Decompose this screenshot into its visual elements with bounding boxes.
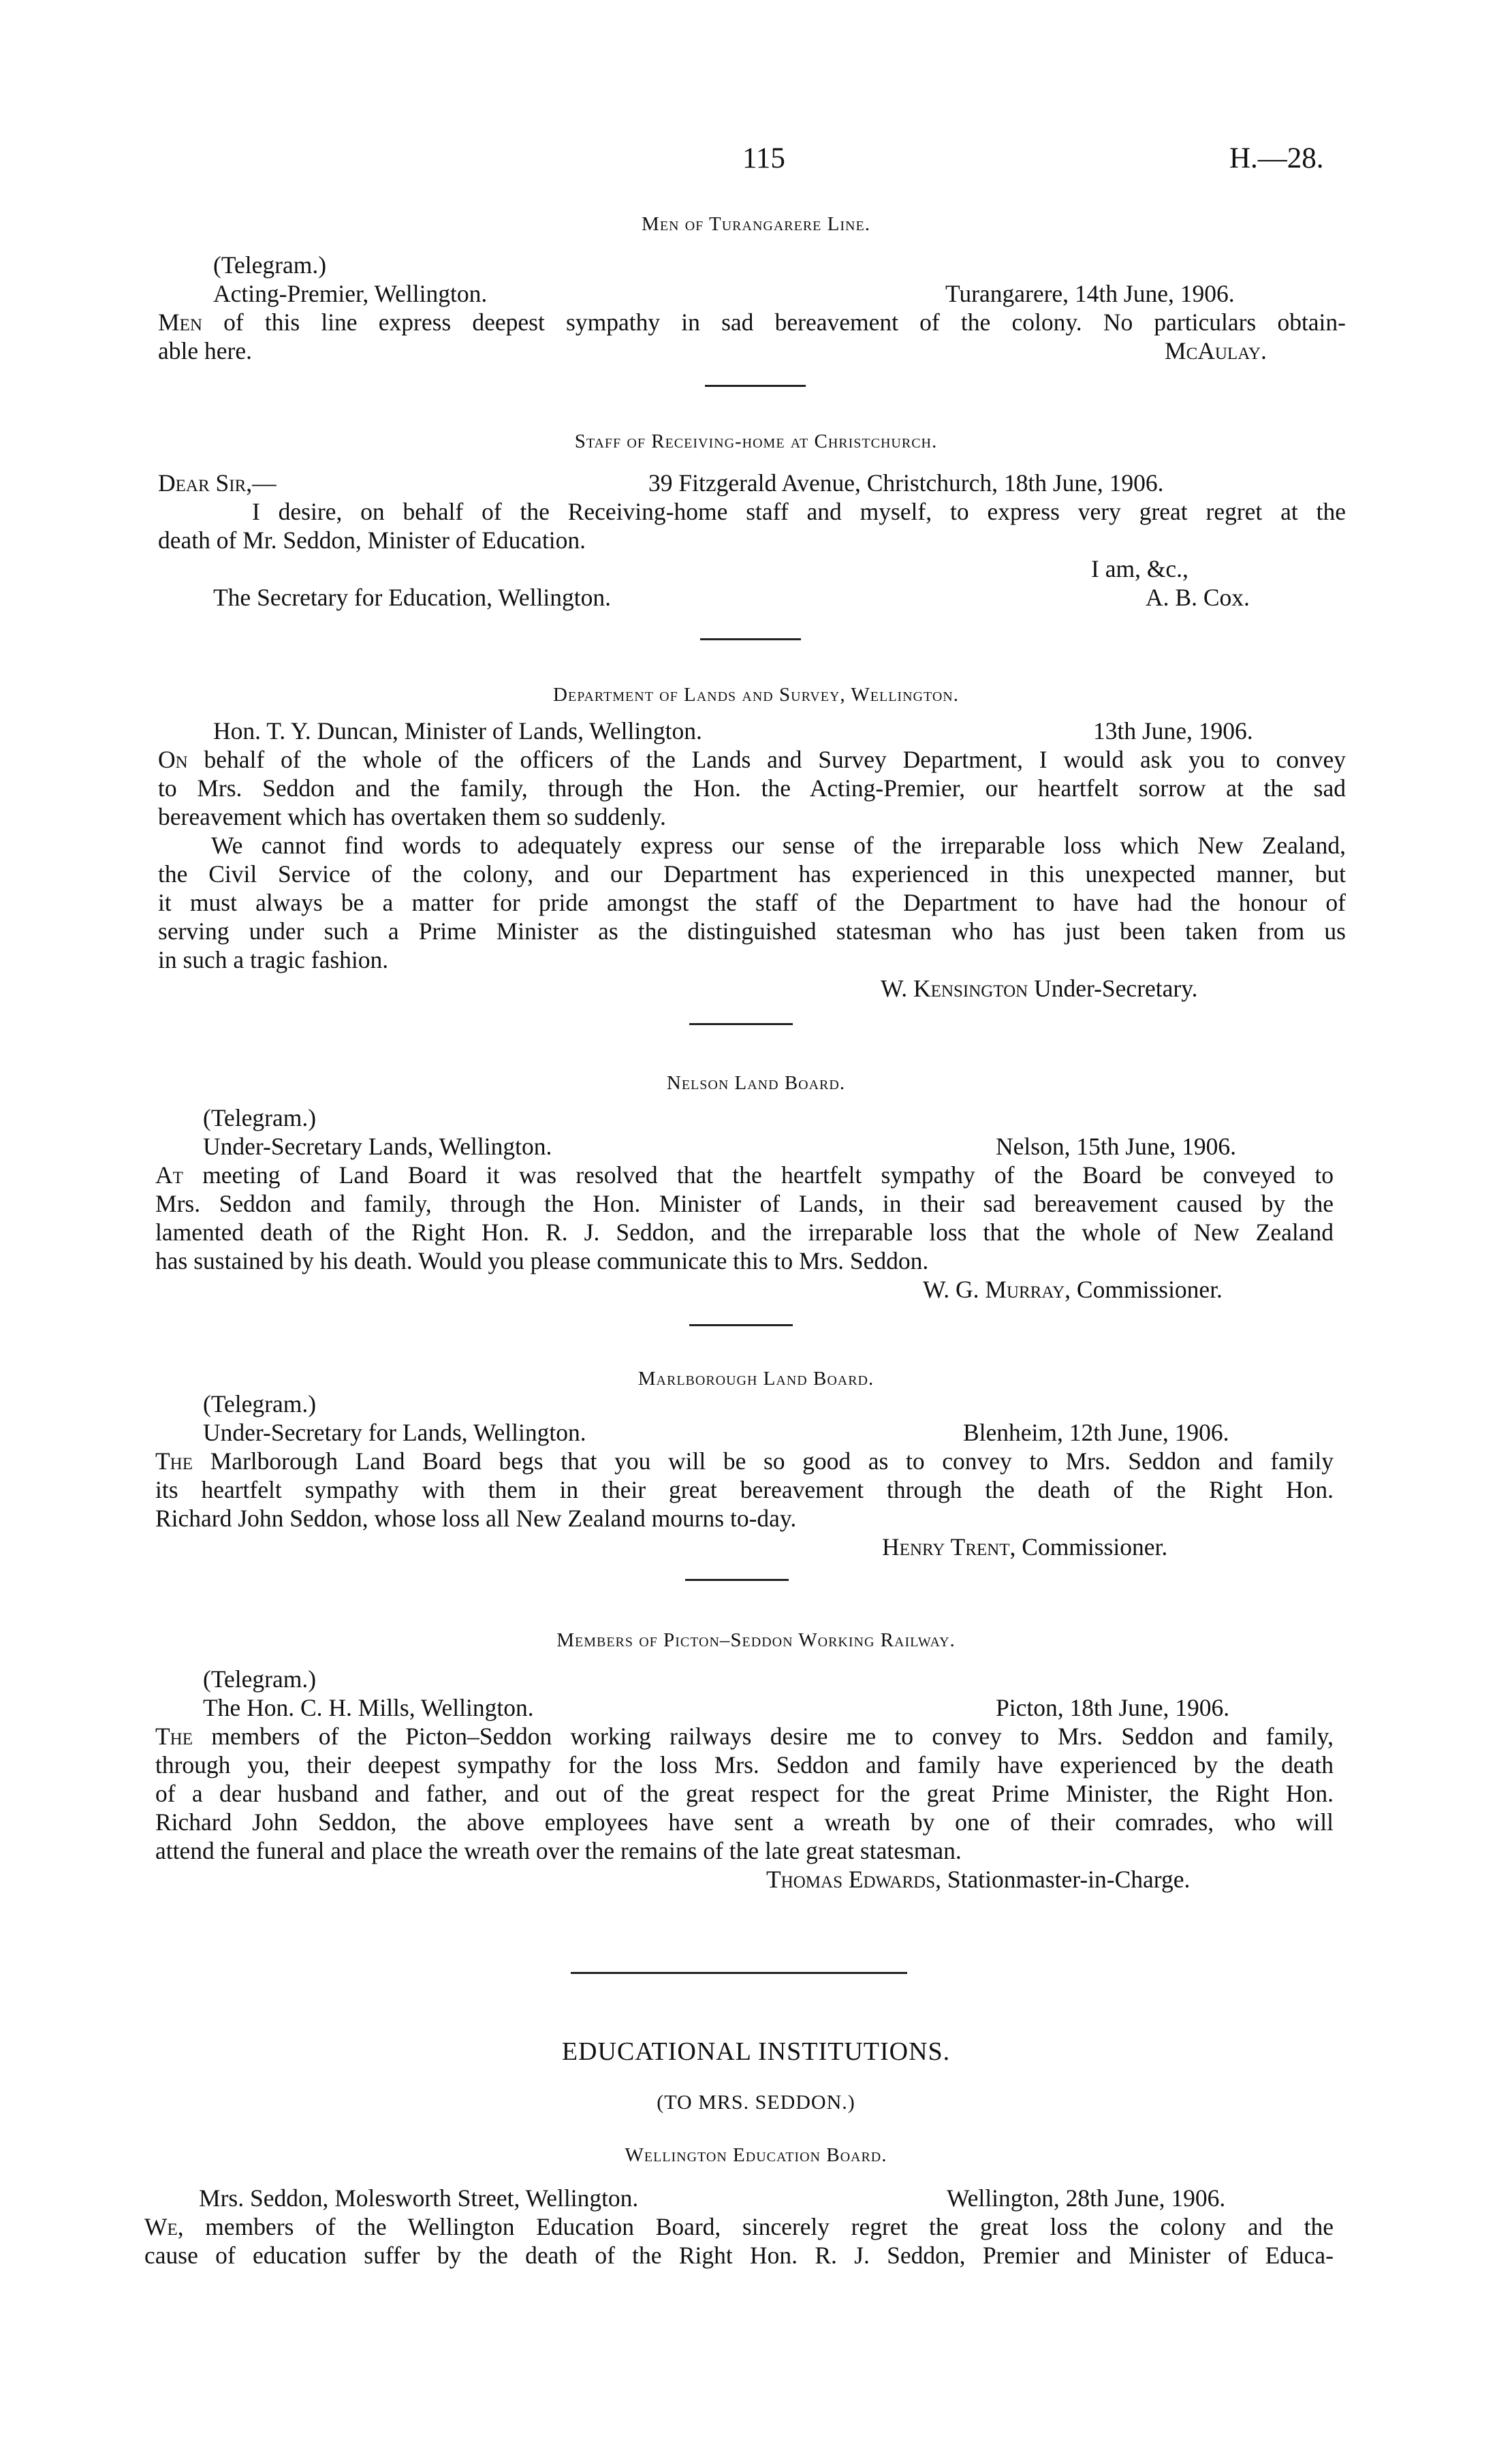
recipient: The Secretary for Education, Wellington. xyxy=(213,584,612,611)
section-divider xyxy=(700,638,801,640)
body-line: bereavement which has overtaken them so suddenly. xyxy=(158,803,666,830)
signature: Henry Trent, Commissioner. xyxy=(882,1533,1168,1561)
body-line: its heartfelt sympathy with them in their great bereavement through the death of the Right Hon. xyxy=(155,1476,1334,1503)
body-line: to Mrs. Seddon and the family, through the Hon. the Acting-Premier, our heartfelt sorrow at the sad xyxy=(158,774,1346,802)
telegram-label: (Telegram.) xyxy=(203,1665,317,1693)
body-line: I desire, on behalf of the Receiving-home staff and myself, to express very great regret at the xyxy=(252,498,1346,525)
body-line: through you, their deepest sympathy for the loss Mrs. Seddon and family have experienced by the death xyxy=(155,1751,1334,1778)
section-title-educational-institutions: EDUCATIONAL INSTITUTIONS. xyxy=(561,2037,951,2066)
section-divider xyxy=(689,1324,793,1326)
closing: I am, &c., xyxy=(1091,555,1188,582)
body-line: Richard John Seddon, whose loss all New Zealand mourns to-day. xyxy=(155,1505,797,1532)
body-line: At meeting of Land Board it was resolved that the heartfelt sympathy of the Board be conveyed to xyxy=(155,1161,1334,1189)
telegram-label: (Telegram.) xyxy=(203,1104,317,1131)
body-line: the Civil Service of the colony, and our Department has experienced in this unexpected manner, but xyxy=(158,860,1346,888)
subtitle: (TO MRS. SEDDON.) xyxy=(657,2091,855,2114)
section-divider xyxy=(685,1579,789,1581)
body-line: of a dear husband and father, and out of the great respect for the great Prime Minister, the Right Hon. xyxy=(155,1780,1334,1807)
section-heading-picton-seddon: Members of Picton–Seddon Working Railway. xyxy=(556,1629,956,1651)
sender-address: 39 Fitzgerald Avenue, Christchurch, 18th June, 1906. xyxy=(648,469,1164,497)
addressee: Hon. T. Y. Duncan, Minister of Lands, Wellington. xyxy=(213,717,702,744)
salutation: Dear Sir,— xyxy=(158,469,277,497)
date: 13th June, 1906. xyxy=(1093,717,1253,744)
body-line: death of Mr. Seddon, Minister of Education. xyxy=(158,527,586,554)
signature: Thomas Edwards, Stationmaster-in-Charge. xyxy=(766,1866,1191,1893)
body-line: cause of education suffer by the death of the Right Hon. R. J. Seddon, Premier and Minister of Educa- xyxy=(144,2242,1334,2269)
section-heading-marlborough: Marlborough Land Board. xyxy=(637,1368,875,1390)
addressee: Acting-Premier, Wellington. xyxy=(213,280,488,307)
body-line: lamented death of the Right Hon. R. J. Seddon, and the irreparable loss that the whole of New Zealand xyxy=(155,1219,1334,1246)
body-line: On behalf of the whole of the officers of the Lands and Survey Department, I would ask you to convey xyxy=(158,746,1346,773)
section-heading-nelson: Nelson Land Board. xyxy=(666,1072,846,1094)
signature: W. Kensington Under-Secretary. xyxy=(881,975,1198,1002)
addressee: Under-Secretary for Lands, Wellington. xyxy=(203,1419,586,1446)
telegram-label: (Telegram.) xyxy=(213,251,327,279)
section-heading-christchurch: Staff of Receiving-home at Christchurch. xyxy=(574,430,938,452)
body-line: able here. xyxy=(158,337,252,364)
place-date: Picton, 18th June, 1906. xyxy=(996,1694,1230,1721)
place-date: Turangarere, 14th June, 1906. xyxy=(945,280,1235,307)
body-line: The members of the Picton–Seddon working railways desire me to convey to Mrs. Seddon and family, xyxy=(155,1723,1334,1750)
body-line: has sustained by his death. Would you please communicate this to Mrs. Seddon. xyxy=(155,1247,929,1274)
body-line: serving under such a Prime Minister as the distinguished statesman who has just been taken from us xyxy=(158,918,1346,945)
addressee: The Hon. C. H. Mills, Wellington. xyxy=(203,1694,534,1721)
signature: W. G. Murray, Commissioner. xyxy=(923,1276,1223,1303)
body-line: Mrs. Seddon and family, through the Hon. Minister of Lands, in their sad bereavement caused by the xyxy=(155,1190,1334,1217)
section-divider xyxy=(689,1023,793,1025)
body-line: We, members of the Wellington Education Board, sincerely regret the great loss the colony and the xyxy=(144,2213,1334,2240)
place-date: Blenheim, 12th June, 1906. xyxy=(963,1419,1229,1446)
place-date: Nelson, 15th June, 1906. xyxy=(996,1133,1237,1160)
signature: McAulay. xyxy=(1165,337,1267,364)
page-number: 115 xyxy=(742,142,785,174)
document-reference: H.—28. xyxy=(1229,142,1324,174)
body-line: The Marlborough Land Board begs that you will be so good as to convey to Mrs. Seddon and family xyxy=(155,1447,1334,1475)
place-date: Wellington, 28th June, 1906. xyxy=(947,2184,1226,2212)
telegram-label: (Telegram.) xyxy=(203,1390,317,1417)
body-line: Richard John Seddon, the above employees have sent a wreath by one of their comrades, who will xyxy=(155,1808,1334,1836)
addressee: Mrs. Seddon, Molesworth Street, Wellington. xyxy=(199,2184,639,2212)
section-divider xyxy=(705,385,806,387)
body-line: attend the funeral and place the wreath over the remains of the late great statesman. xyxy=(155,1837,962,1864)
section-heading-turangarere: Men of Turangarere Line. xyxy=(642,213,870,235)
major-divider xyxy=(571,1972,907,1974)
body-line: in such a tragic fashion. xyxy=(158,946,389,973)
signature: A. B. Cox. xyxy=(1146,584,1250,611)
body-line: it must always be a matter for pride amongst the staff of the Department to have had the honour of xyxy=(158,889,1346,916)
section-heading-wellington-education-board: Wellington Education Board. xyxy=(625,2144,887,2166)
addressee: Under-Secretary Lands, Wellington. xyxy=(203,1133,552,1160)
section-heading-lands-survey: Department of Lands and Survey, Wellington. xyxy=(553,684,959,706)
body-line: We cannot find words to adequately express our sense of the irreparable loss which New Zealand, xyxy=(211,832,1346,859)
body-line: Men of this line express deepest sympathy in sad bereavement of the colony. No particulars obtain- xyxy=(158,309,1346,336)
